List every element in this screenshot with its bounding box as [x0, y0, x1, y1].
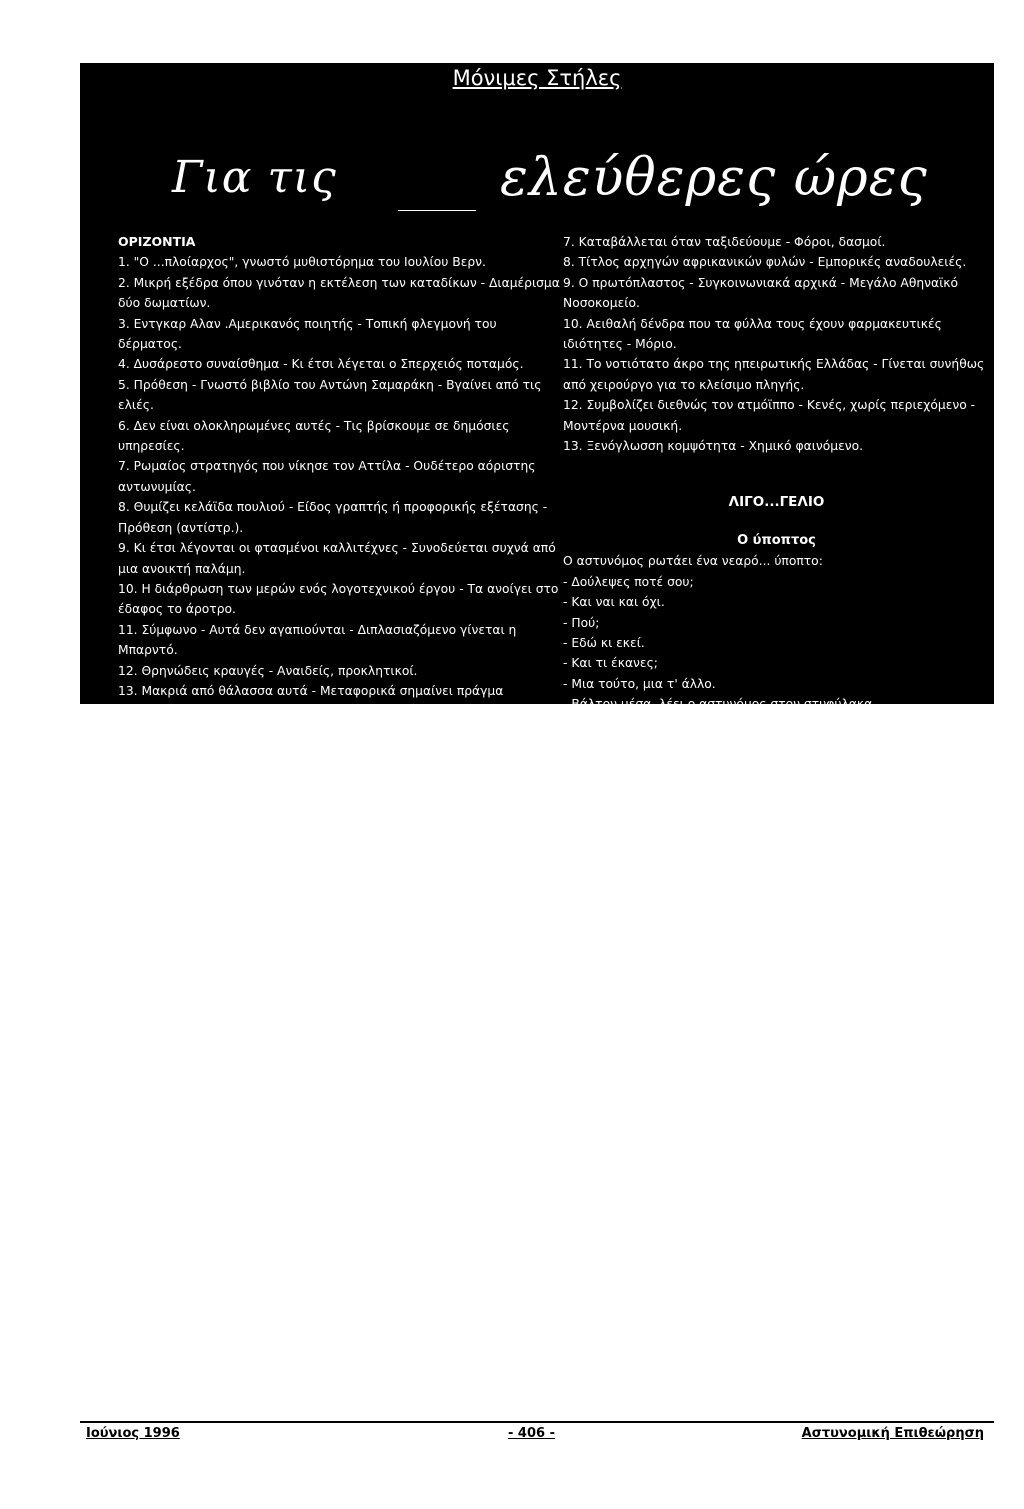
grid-cell[interactable]	[468, 972, 500, 993]
grid-cell[interactable]	[277, 1015, 309, 1036]
grid-cell[interactable]	[341, 972, 373, 993]
joke-line: - Και ναι και όχι.	[563, 595, 665, 610]
grid-row	[119, 1229, 564, 1250]
down-clue: 12. Συμβολίζει διεθνώς τον ατμόϊππο - Κενές, χωρίς περιεχόμενο - Μοντέρνα μουσική.	[563, 398, 976, 433]
solution-line: ΟΡΙΖΟΝΤΙΑ: 1. ΑΓΝΩΣΤΟΣ 2. ΙΚΡΙΩΜΑ - ΔΥΑΡΙ 3. ΠΟΕ - ΕΞΑΡΚΙ 4. ΑΠΩΑ - ΑΛΑΜΑΝΑ 5. ΜΕ - ΑΘΟΟ - ΛΑΔΙ 6. ΜΙΣΕΡΕ - ΟΥΡΕΣ 7. ΑΕΤΙΟ - ΚΑΠΟΙΟ 8. ΤΙΟΥ - ΤΕΣΤ - ΕΜ 9. ΦΙΡΜΕΣ	[569, 1173, 990, 1201]
grid-cell[interactable]	[182, 994, 214, 1015]
across-clue: 5. Πρόθεση - Γνωστό βιβλίο του Αντώνη Σαμαράκη - Βγαίνει από τις ελιές.	[118, 377, 542, 413]
grid-cell[interactable]	[246, 1186, 278, 1207]
grid-cell[interactable]	[150, 1101, 182, 1122]
grid-block-cell: ©	[373, 1143, 405, 1164]
grid-cell[interactable]	[150, 1186, 182, 1207]
title-left: Για τις	[172, 152, 337, 203]
grid-cell[interactable]	[277, 1229, 309, 1250]
down-clue: 8. Τίτλος αρχηγών αφρικανικών φυλών - Εμπορικές αναδουλειές.	[563, 255, 967, 270]
grid-row	[119, 994, 564, 1015]
grid-cell[interactable]	[341, 1058, 373, 1079]
grid-cell[interactable]	[373, 1165, 405, 1186]
grid-block-cell: ©	[214, 1058, 246, 1079]
grid-cell[interactable]	[404, 1079, 436, 1100]
grid-block-cell: ©	[373, 1229, 405, 1250]
grid-cell[interactable]	[532, 1229, 564, 1250]
grid-cell[interactable]	[532, 972, 564, 993]
grid-cell[interactable]	[404, 972, 436, 993]
grid-cell[interactable]	[150, 1036, 182, 1057]
grid-cell[interactable]	[500, 1101, 532, 1122]
grid-cell[interactable]	[182, 1165, 214, 1186]
grid-cell[interactable]	[436, 1143, 468, 1164]
joke-line: - Ξέρεις θα ήταν η μάνα του λαγού που σκότωσες εσύ!!!	[563, 1086, 911, 1101]
grid-cell[interactable]	[309, 1058, 341, 1079]
joke-line: - Δούλεψες ποτέ σου;	[563, 574, 694, 589]
solution-text	[563, 1170, 990, 1306]
grid-block-cell: ©	[404, 1186, 436, 1207]
grid-cell[interactable]	[532, 1165, 564, 1186]
left-column	[118, 232, 564, 1251]
grid-cell[interactable]	[246, 1122, 278, 1143]
grid-cell[interactable]	[246, 972, 278, 993]
joke-suspect	[563, 551, 990, 755]
grid-cell[interactable]	[150, 1229, 182, 1250]
grid-cell[interactable]	[182, 1101, 214, 1122]
down-clue: 10. Αειθαλή δένδρα που τα φύλλα τους έχουν φαρμακευτικές ιδιότητες - Μόριο.	[563, 316, 942, 352]
across-clue: 4. Δυσάρεστο συναίσθημα - Κι έτσι λέγεται ο Σπερχειός ποταμός.	[118, 357, 524, 372]
grid-row	[119, 1165, 564, 1186]
section-label: Μόνιμες Στήλες	[452, 66, 622, 90]
grid-cell[interactable]	[150, 1058, 182, 1079]
grid-cell[interactable]	[277, 1079, 309, 1100]
grid-block-cell: ©	[182, 1208, 214, 1229]
down-clues	[118, 742, 564, 946]
grid-cell[interactable]	[214, 1122, 246, 1143]
crossword-page	[80, 94, 994, 1305]
joke-line: - Βάλτον μέσα, λέει ο αστυνόμος στον στυφύλακα.	[563, 697, 877, 712]
joke-line: Δύο φίλοι, κυνηγοί και μεγάλοι ψεύτες, συζητούν για τα κυνηγετικά τους κατορθώματα:	[563, 984, 983, 1019]
joke-line: - Καλά ντε, δεν τα πειράζω!	[563, 923, 736, 938]
solution-heading: ΛΥΣΗ	[563, 1149, 601, 1165]
grid-cell[interactable]	[532, 1036, 564, 1057]
down-clue: 5. Ρωτάει για τον τρόπο - Μεγάλοι ποντικοί αγρών.	[118, 888, 437, 902]
grid-row-number: 4	[119, 1036, 151, 1057]
grid-cell[interactable]	[532, 1079, 564, 1100]
grid-cell[interactable]	[277, 1208, 309, 1229]
grid-cell[interactable]	[341, 1122, 373, 1143]
grid-row-number: 12	[119, 1208, 151, 1229]
joke-line: - Και πότε θαβγω; ρωτάει ο ύποπτος.	[563, 717, 793, 732]
grid-cell[interactable]	[150, 972, 182, 993]
across-heading: ΟΡΙΖΟΝΤΙΑ	[118, 234, 196, 249]
grid-cell[interactable]	[373, 1079, 405, 1100]
grid-column-number: 13	[532, 951, 564, 972]
down-clue: 7. Καταβάλλεται όταν ταξιδεύουμε - Φόροι, δασμοί.	[563, 235, 886, 249]
grid-cell[interactable]	[500, 1058, 532, 1079]
footer-rule	[80, 1421, 994, 1423]
grid-row	[119, 972, 564, 993]
grid-cell[interactable]	[468, 1101, 500, 1122]
grid-cell[interactable]	[341, 994, 373, 1015]
down-clue: 13. Ξενόγλωσση κομψότητα - Χημικό φαινόμενο.	[563, 439, 864, 454]
grid-cell[interactable]	[404, 994, 436, 1015]
grid-cell[interactable]	[182, 1122, 214, 1143]
across-clue: 3. Εντγκαρ Αλαν .Αμερικανός ποιητής - Τοπική φλεγμονή του δέρματος.	[118, 316, 497, 352]
grid-cell[interactable]	[373, 972, 405, 993]
grid-cell[interactable]	[341, 1186, 373, 1207]
grid-cell[interactable]	[468, 1122, 500, 1143]
down-clues-continued	[563, 232, 990, 456]
grid-block-cell: ©	[309, 1101, 341, 1122]
grid-cell[interactable]	[373, 1122, 405, 1143]
grid-cell[interactable]	[436, 1229, 468, 1250]
grid-column-number: 11	[468, 951, 500, 972]
down-clue: 1. Είναι ο απόφοιτος Πανεπιστημίου ή άλλης ανώτερης Σχολής.	[118, 745, 513, 760]
grid-cell[interactable]	[309, 1186, 341, 1207]
grid-cell[interactable]	[246, 994, 278, 1015]
grid-cell[interactable]	[277, 1143, 309, 1164]
grid-cell[interactable]	[404, 1208, 436, 1229]
grid-cell[interactable]	[214, 1015, 246, 1036]
across-clue: 10. Η διάρθρωση των μερών ενός λογοτεχνικού έργου - Τα ανοίγει στο έδαφος το άροτρο.	[118, 581, 559, 617]
grid-row-number: 2	[119, 994, 151, 1015]
footer-publication: Αστυνομική Επιθεώρηση	[801, 1426, 984, 1441]
grid-block-cell: ©	[277, 1122, 309, 1143]
grid-row	[119, 1208, 564, 1229]
grid-cell[interactable]	[309, 1229, 341, 1250]
grid-cell[interactable]	[404, 1229, 436, 1250]
grid-cell[interactable]	[277, 994, 309, 1015]
across-clue: 12. Θρηνώδεις κραυγές - Αναιδείς, προκλητικοί.	[118, 663, 418, 678]
grid-cell[interactable]	[150, 1015, 182, 1036]
grid-cell[interactable]	[500, 1079, 532, 1100]
footer-date: Ιούνιος 1996	[86, 1426, 180, 1441]
grid-column-number: 1	[150, 951, 182, 972]
grid-cell[interactable]	[404, 1058, 436, 1079]
grid-cell[interactable]	[150, 994, 182, 1015]
grid-cell[interactable]	[404, 1101, 436, 1122]
grid-cell[interactable]	[500, 972, 532, 993]
down-clue: 9. Ο πρωτόπλαστος - Συγκοινωνιακά αρχικά - Μεγάλο Αθηναϊκό Νοσοκομείο.	[563, 275, 959, 311]
grid-column-number: 10	[436, 951, 468, 972]
grid-column-number: 3	[214, 951, 246, 972]
grid-cell[interactable]	[341, 1015, 373, 1036]
joke-line: - Κι αυτά;	[563, 882, 623, 897]
grid-cell[interactable]	[341, 1208, 373, 1229]
grid-cell[interactable]	[341, 1079, 373, 1100]
joke-line: - Κι εγώ λέει ο άλλος, σκότωσα ένα λαγό 10 κιλά!	[563, 1045, 872, 1060]
grid-row	[119, 1015, 564, 1036]
grid-cell[interactable]	[532, 1122, 564, 1143]
down-clue: 4. Δίψηφο φωνήεν - Οι κάτοικοι ενός Πελοποννησιακού νομού - Μάρκα αγγλικών τσιγάρων.	[118, 847, 552, 882]
grid-cell[interactable]	[341, 1165, 373, 1186]
down-clue: 2. Αυτές που γίνονται με τη θέληση κάποιου - Μαζί με το πι δηλώνει βιασύνη.	[118, 765, 541, 800]
joke-line: Ο αστυνόμος ρωτάει ένα νεαρό... ύποπτο:	[563, 554, 823, 569]
across-clue: 13. Μακριά από θάλασσα αυτά - Μεταφορικά σημαίνει πράγμα διαλογής.	[118, 683, 504, 719]
grid-cell[interactable]	[214, 1036, 246, 1057]
grid-cell[interactable]	[182, 1229, 214, 1250]
title-right: ελεύθερες ώρες	[500, 148, 928, 208]
grid-cell[interactable]	[532, 1143, 564, 1164]
grid-cell[interactable]	[500, 1122, 532, 1143]
grid-cell[interactable]	[500, 1186, 532, 1207]
editor-credit: Επιμέλεια: Ανθ/μος Κων/νος Κατσινούλας	[563, 1119, 854, 1135]
grid-cell[interactable]	[182, 1015, 214, 1036]
grid-cell[interactable]	[468, 1165, 500, 1186]
grid-cell[interactable]	[436, 1101, 468, 1122]
grid-header-row	[119, 951, 564, 972]
grid-cell[interactable]	[214, 1079, 246, 1100]
grid-cell[interactable]	[214, 972, 246, 993]
grid-column-number: 7	[341, 951, 373, 972]
solution-line: - ΑΡΟΥΡΑΙΟΙ 6. ΕΜΠΑΘΕΣ - ΜΥΣΙΑ 7. ΝΑΟΥΛΟ - ΤΕΛΗ 8. ΡΑΣ - ΚΕΣΑΤΖΕΣ 9. ΑΔΑΜ - ΟΑΣΑ - ΚΑΤ. 10	[563, 1259, 990, 1287]
grid-cell[interactable]	[182, 1036, 214, 1057]
down-clue: 6. Αυτό που υποκινείται από εχρικό πάθος, μίσος - Αρχαία χώρα της Μ. Ασίας.	[118, 908, 559, 943]
grid-cell[interactable]	[214, 994, 246, 1015]
grid-cell[interactable]	[309, 1122, 341, 1143]
joke-line: - Εδώ κι εκεί.	[563, 635, 645, 650]
grid-cell[interactable]	[246, 1165, 278, 1186]
joke-line: - Μια μέρα, λέει ο ένας, σκότωσα ένα λαγό που ζύγιζε 7 κιλά!	[563, 1024, 945, 1039]
grid-cell[interactable]	[468, 1186, 500, 1207]
grid-cell[interactable]	[214, 1229, 246, 1250]
grid-cell[interactable]	[468, 1079, 500, 1100]
right-column	[563, 232, 990, 1306]
grid-cell[interactable]	[532, 1208, 564, 1229]
grid-column-number: 8	[373, 951, 405, 972]
grid-cell[interactable]	[436, 1208, 468, 1229]
humor-title: ΛΙΓΟ...ΓΕΛΙΟ	[728, 494, 825, 511]
grid-row-number: 6	[119, 1079, 151, 1100]
grid-block-cell: ©	[468, 1036, 500, 1057]
across-clues	[118, 252, 564, 721]
grid-block-cell: ©	[309, 1208, 341, 1229]
grid-cell[interactable]	[468, 1143, 500, 1164]
grid-block-cell: ©	[436, 1122, 468, 1143]
joke-line: - Πού;	[563, 615, 600, 630]
grid-block-cell: ©	[214, 1186, 246, 1207]
joke-line: - Τί είναι αυτά;	[563, 841, 656, 856]
grid-cell[interactable]	[373, 1101, 405, 1122]
grid-cell[interactable]	[468, 1229, 500, 1250]
grid-row	[119, 1058, 564, 1079]
across-clue: 2. Μικρή εξέδρα όπου γινόταν η εκτέλεση των καταδίκων - Διαμέρισμα δύο δωματίων.	[118, 275, 560, 311]
grid-cell[interactable]	[500, 1208, 532, 1229]
grid-cell[interactable]	[532, 1015, 564, 1036]
down-clue: 3. Είδος ελαστικής σόλας - Πυκνές και άταχτες ομάδες ανθρώπων - Αρχαίο βεβαιωτικό μόριο.	[118, 806, 540, 841]
grid-cell[interactable]	[309, 1036, 341, 1057]
grid-cell[interactable]	[214, 1101, 246, 1122]
grid-cell[interactable]	[246, 1208, 278, 1229]
grid-row-number: 13	[119, 1229, 151, 1250]
grid-block-cell: ©	[436, 1165, 468, 1186]
grid-row-number: 8	[119, 1122, 151, 1143]
grid-cell[interactable]	[277, 972, 309, 993]
grid-column-number: 5	[277, 951, 309, 972]
grid-cell[interactable]	[341, 1229, 373, 1250]
grid-cell[interactable]	[404, 1015, 436, 1036]
grid-cell[interactable]	[214, 1143, 246, 1164]
grid-row-number: 10	[119, 1165, 151, 1186]
header-bar	[80, 61, 994, 96]
grid-column-number: 9	[404, 951, 436, 972]
grid-cell[interactable]	[500, 1229, 532, 1250]
grid-cell[interactable]	[246, 1079, 278, 1100]
joke-line: - Αστακοί!	[563, 902, 627, 917]
grid-cell[interactable]	[436, 1058, 468, 1079]
joke-line: - Γαύρος!	[563, 861, 621, 876]
grid-cell[interactable]	[246, 1229, 278, 1250]
across-clue: 9. Κι έτσι λέγονται οι φτασμένοι καλλιτέχνες - Συνοδεύεται συχνά από μια ανοικτή παλάμη.	[118, 541, 556, 576]
grid-block-cell: ©	[182, 1143, 214, 1164]
grid-cell[interactable]	[500, 1015, 532, 1036]
grid-cell[interactable]	[468, 1208, 500, 1229]
joke-line: Κάποτε ένας άσχετος από ψάρια και θαλασσινά, πάει στον ψαρά και ρωτάει:	[563, 800, 984, 836]
grid-cell[interactable]	[182, 972, 214, 993]
grid-cell[interactable]	[309, 994, 341, 1015]
grid-cell[interactable]	[532, 1058, 564, 1079]
grid-cell[interactable]	[246, 1101, 278, 1122]
grid-cell[interactable]	[500, 994, 532, 1015]
grid-block-cell: ©	[309, 1079, 341, 1100]
grid-row-number: 3	[119, 1015, 151, 1036]
grid-cell[interactable]	[277, 1058, 309, 1079]
grid-cell[interactable]	[468, 1058, 500, 1079]
grid-cell[interactable]	[214, 1208, 246, 1229]
joke-hunters-title: Οι μεγάλοι...κυνηγοί	[700, 962, 853, 978]
grid-row	[119, 1143, 564, 1164]
grid-cell[interactable]	[341, 1143, 373, 1164]
solution-line: ΟΣ - ΦΙΛΟΔΩΡΗΜΑ 10. ΠΛΟΚΗ - ΑΥΛΑΚΙΑ 11. ΜΑΙ - ΗΤΤΕΣ - ΜΠΕ 12. ΟΧΟΝΕ - ΞΑΔΙΑΝΤΡΟΙ 13. ΠΕΔΙΝΑ - ΣΚΑΡΤΑ	[563, 1207, 990, 1235]
joke-lobsters	[563, 798, 990, 941]
grid-cell[interactable]	[277, 1165, 309, 1186]
grid-cell[interactable]	[404, 1036, 436, 1057]
grid-cell[interactable]	[532, 1186, 564, 1207]
grid-cell[interactable]	[246, 1058, 278, 1079]
grid-cell[interactable]	[373, 1208, 405, 1229]
across-clue: 1. "Ο ...πλοίαρχος", γνωστό μυθιστόρημα του Ιουλίου Βερν.	[118, 255, 486, 270]
grid-corner-icon: ©	[119, 951, 151, 972]
grid-row	[119, 1122, 564, 1143]
grid-cell[interactable]	[341, 1036, 373, 1057]
grid-row-number: 9	[119, 1143, 151, 1164]
grid-cell[interactable]	[373, 1036, 405, 1057]
across-clue: 7. Ρωμαίος στρατηγός που νίκησε τον Αττίλα - Ουδέτερο αόριστης αντωνυμίας.	[118, 459, 536, 494]
grid-row-number: 11	[119, 1186, 151, 1207]
grid-cell[interactable]	[309, 1015, 341, 1036]
grid-row	[119, 1079, 564, 1100]
grid-cell[interactable]	[150, 1165, 182, 1186]
down-clue: 11. Το νοτιότατο άκρο της ηπειρωτικής Ελλάδας - Γίνεται συνήθως από χειρούργο για το κλείσιμο πληγής.	[563, 357, 985, 392]
grid-column-number: 2	[182, 951, 214, 972]
grid-row-number: 7	[119, 1101, 151, 1122]
grid-cell[interactable]	[150, 1208, 182, 1229]
grid-row	[119, 1101, 564, 1122]
grid-column-number: 6	[309, 951, 341, 972]
title-divider	[398, 210, 476, 211]
grid-cell[interactable]	[500, 1165, 532, 1186]
grid-cell[interactable]	[436, 1079, 468, 1100]
grid-row	[119, 1186, 564, 1207]
grid-block-cell: ©	[277, 1036, 309, 1057]
grid-cell[interactable]	[404, 1122, 436, 1143]
grid-row-number: 1	[119, 972, 151, 993]
grid-cell[interactable]	[468, 994, 500, 1015]
grid-cell[interactable]	[373, 1186, 405, 1207]
grid-block-cell: ©	[436, 1015, 468, 1036]
grid-cell[interactable]	[404, 1143, 436, 1164]
grid-cell[interactable]	[277, 1101, 309, 1122]
grid-cell[interactable]	[468, 1015, 500, 1036]
grid-cell[interactable]	[309, 972, 341, 993]
across-clue: 8. Θυμίζει κελάϊδα πουλιού - Είδος γραπτής ή προφορικής εξέτασης - Πρόθεση (αντίστρ.).	[118, 500, 548, 535]
joke-line: - Και τι έκανες;	[563, 656, 658, 671]
across-clue: 11. Σύμφωνο - Αυτά δεν αγαπιούνται - Διπλασιαζόμενο γίνεται η Μπαρντό.	[118, 622, 517, 658]
joke-line: - Αργά ή γρήγορα! απαντά ο αστυνόμος.	[563, 737, 814, 752]
joke-lobsters-title: Αστακοί...	[738, 779, 815, 795]
footer-page-number: - 406 -	[508, 1426, 555, 1441]
grid-cell[interactable]	[404, 1165, 436, 1186]
grid-cell[interactable]	[246, 1036, 278, 1057]
grid-cell[interactable]	[500, 1143, 532, 1164]
crossword-grid[interactable]	[118, 950, 564, 1251]
grid-cell[interactable]	[341, 1101, 373, 1122]
down-heading: ΚΑΘΕΤΑ	[118, 723, 175, 739]
grid-cell[interactable]	[436, 1036, 468, 1057]
grid-cell[interactable]	[182, 1058, 214, 1079]
grid-cell[interactable]	[246, 1143, 278, 1164]
grid-cell[interactable]	[182, 1186, 214, 1207]
grid-column-number: 12	[500, 951, 532, 972]
grid-cell[interactable]	[182, 1079, 214, 1100]
joke-line: - Μα υπάρχει λαγός τόσο μεγάλος; ρωτά ο φίλος του.	[563, 1065, 895, 1080]
grid-cell[interactable]	[150, 1143, 182, 1164]
grid-block-cell: ©	[373, 994, 405, 1015]
grid-cell[interactable]	[150, 1079, 182, 1100]
grid-row	[119, 1036, 564, 1057]
solution-line: ΕΥΚΑΛΥΠΤΟΙ - ΑΜ. 11. ΤΑΙΝΑΡΟ - ΡΑΜΜΑ 12. ΗΡ - ΑΔΕΙΕΣ - ΠΟΠ 13. ΣΙΚ - ΙΣΟΜΕΡΕΙΑ	[589, 1293, 990, 1305]
grid-cell[interactable]	[436, 994, 468, 1015]
grid-cell[interactable]	[532, 994, 564, 1015]
joke-line: - Μια τούτο, μια τ' άλλο.	[563, 676, 716, 691]
grid-cell[interactable]	[436, 1186, 468, 1207]
joke-suspect-title: Ο ύποπτος	[737, 532, 816, 548]
grid-cell[interactable]	[373, 1015, 405, 1036]
grid-cell[interactable]	[277, 1186, 309, 1207]
grid-cell[interactable]	[309, 1143, 341, 1164]
grid-block-cell: ©	[246, 1015, 278, 1036]
grid-cell[interactable]	[500, 1036, 532, 1057]
grid-cell[interactable]	[309, 1165, 341, 1186]
grid-cell[interactable]	[214, 1165, 246, 1186]
solution-line: ΚΑΘΕΤΑ: 1. ΠΤΥΧΙΟΥΧΟΣ 2. ΕΚΟΥΣΙΕΣ 3. ΚΡΕΠ - ΣΤΙΦΗ - ΓΕ 4. ΑΙ - ΗΛΕΙΟΙ - ΜΟΡΙΣ 5. ΠΩΣ	[568, 1241, 990, 1253]
grid-block-cell: ©	[373, 1058, 405, 1079]
joke-hunters	[563, 981, 990, 1103]
grid-cell[interactable]	[150, 1122, 182, 1143]
across-clue: 6. Δεν είναι ολοκληρωμένες αυτές - Τις βρίσκουμε σε δημόσιες υπηρεσίες.	[118, 418, 510, 454]
grid-column-number: 4	[246, 951, 278, 972]
grid-cell[interactable]	[436, 972, 468, 993]
grid-row-number: 5	[119, 1058, 151, 1079]
grid-cell[interactable]	[532, 1101, 564, 1122]
